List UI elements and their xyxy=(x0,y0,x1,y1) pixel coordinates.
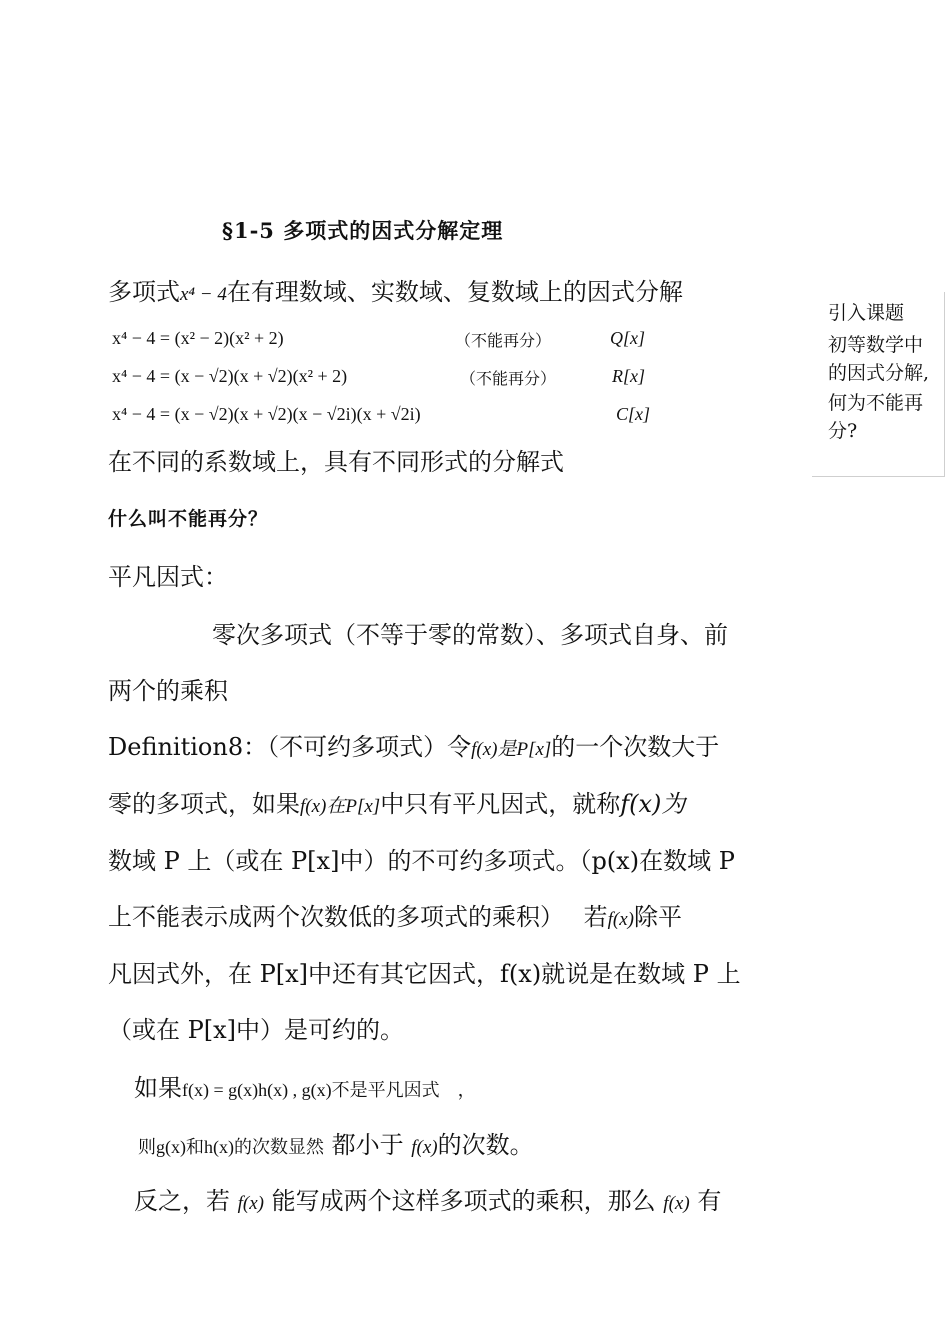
sidebar-note-line: 引入课题 xyxy=(828,302,905,324)
section-title: §1-5 多项式的因式分解定理 xyxy=(222,218,504,243)
ze-math: 则g(x)和h(x)的次数显然 xyxy=(138,1137,324,1157)
definition-l4-b: 除平 xyxy=(634,903,683,931)
definition-line-6: （或在 P[x]中）是可约的。 xyxy=(108,1016,405,1044)
ze-text-a: 都小于 xyxy=(331,1131,404,1159)
conclusion-text: 在不同的系数域上，具有不同形式的分解式 xyxy=(108,448,564,476)
ze-text-b: 的次数。 xyxy=(437,1131,534,1159)
ze-line xyxy=(138,1125,534,1160)
sidebar-note-line: 初等数学中 xyxy=(828,334,924,356)
equation-2-field: R[x] xyxy=(612,366,645,386)
definition-l2-math: f(x)在P[x] xyxy=(300,796,381,817)
definition-l1-a: Definition8：（不可约多项式）令 xyxy=(108,733,472,761)
definition-line-4 xyxy=(108,897,682,932)
ruguo-line xyxy=(134,1068,476,1103)
intro-line xyxy=(108,272,683,307)
trivial-factor-desc-1: 零次多项式（不等于零的常数）、多项式自身、前 xyxy=(212,621,728,649)
equation-3: x⁴ − 4 = (x − √2)(x + √2)(x − √2i)(x + √2i) xyxy=(112,404,421,424)
definition-l1-b: 的一个次数大于 xyxy=(551,733,720,761)
fanzhi-b: 能写成两个这样多项式的乘积，那么 xyxy=(271,1187,656,1215)
equation-1-field: Q[x] xyxy=(610,328,645,348)
sidebar-note-line: 的因式分解, xyxy=(828,362,930,384)
sidebar-note-line: 何为不能再 xyxy=(828,392,924,414)
definition-l2-a: 零的多项式，如果 xyxy=(108,790,300,818)
trivial-factor-desc-2: 两个的乘积 xyxy=(108,677,228,705)
definition-line-1 xyxy=(108,727,719,762)
fanzhi-f1: f(x) xyxy=(237,1193,265,1214)
intro-text-after: 在有理数域、实数域、复数域上的因式分解 xyxy=(226,278,683,306)
equation-1: x⁴ − 4 = (x² − 2)(x² + 2) xyxy=(112,328,284,348)
definition-line-5: 凡因式外，在 P[x]中还有其它因式，f(x)就说是在数域 P 上 xyxy=(108,960,741,988)
ruguo-text: 如果 xyxy=(134,1074,182,1102)
definition-l2-c: f(x)为 xyxy=(620,790,686,818)
fanzhi-f2: f(x) xyxy=(663,1193,690,1214)
ruguo-math: f(x) = g(x)h(x) , g(x)不是平凡因式 ， xyxy=(182,1080,476,1100)
equation-2-note: （不能再分） xyxy=(460,369,557,388)
equation-1-note: （不能再分） xyxy=(455,331,552,350)
definition-l4-a: 上不能表示成两个次数低的多项式的乘积） 若 xyxy=(108,903,608,931)
fanzhi-c: 有 xyxy=(697,1187,722,1215)
definition-l4-math: f(x) xyxy=(607,909,635,930)
intro-text-before: 多项式 xyxy=(108,278,180,306)
definition-line-2 xyxy=(108,784,685,819)
ze-f: f(x) xyxy=(411,1137,438,1158)
fanzhi-line xyxy=(134,1181,721,1216)
equation-3-field: C[x] xyxy=(616,404,651,424)
question-heading: 什么叫不能再分？ xyxy=(108,508,269,530)
equation-2: x⁴ − 4 = (x − √2)(x + √2)(x² + 2) xyxy=(112,366,348,386)
definition-l2-b: 中只有平凡因式，就称 xyxy=(380,790,621,818)
intro-expression: x⁴ − 4 xyxy=(180,284,227,305)
fanzhi-a: 反之，若 xyxy=(134,1187,230,1215)
definition-line-3: 数域 P 上（或在 P[x]中）的不可约多项式。（p(x)在数域 P xyxy=(108,847,735,875)
sidebar-note-line: 分? xyxy=(828,420,858,442)
trivial-factor-title: 平凡因式： xyxy=(108,563,228,591)
definition-l1-math: f(x)是P[x] xyxy=(471,739,552,760)
